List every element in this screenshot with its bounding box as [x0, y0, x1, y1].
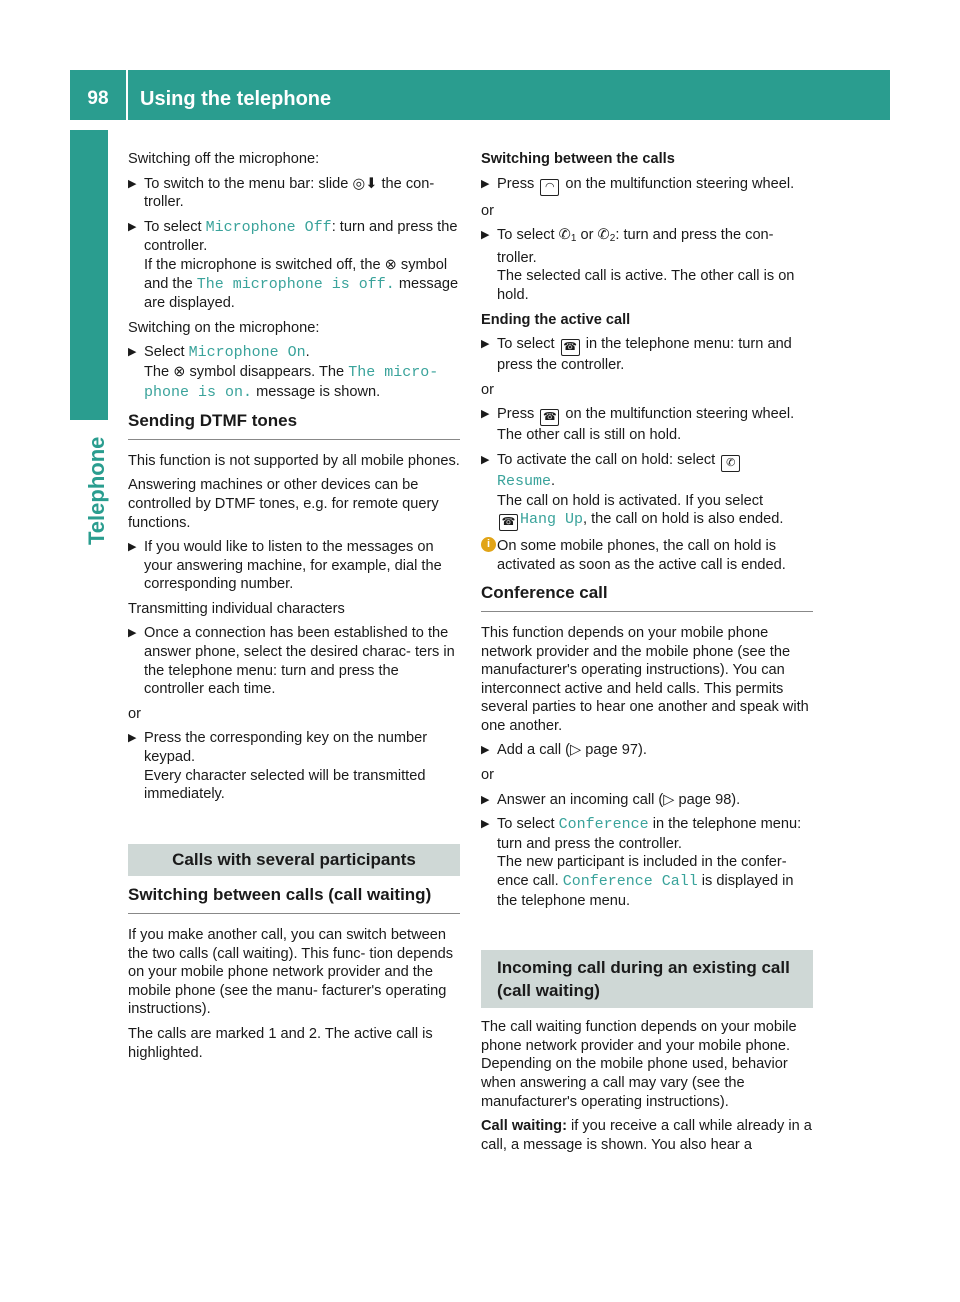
side-tab-label: Telephone	[84, 436, 109, 545]
instruction-step: ▶ Select Microphone On. The ⊗ symbol disappears. The The micro‐ phone is on. message is shown.	[128, 344, 439, 401]
step-arrow-icon: ▶	[481, 744, 490, 757]
paragraph: This function is not supported by all mobile phones.	[128, 452, 460, 469]
hang-up-icon: ☎	[499, 514, 518, 531]
menu-code: Microphone On	[188, 344, 306, 362]
section-band: Calls with several participants	[128, 844, 460, 877]
info-note: i On some mobile phones, the call on hold is activated as soon as the active call is ended.	[481, 537, 813, 574]
page-number: 98	[87, 88, 109, 109]
step-arrow-icon: ▶	[128, 627, 137, 640]
section-band: Incoming call during an existing call (call waiting)	[481, 950, 813, 1008]
paragraph: Switching on the microphone:	[128, 319, 320, 336]
paragraph: Switching off the microphone:	[128, 151, 320, 167]
step-arrow-icon: ▶	[128, 541, 137, 554]
call-one-icon: ✆	[558, 227, 571, 244]
info-icon: i	[481, 537, 496, 552]
instruction-step: ▶ Press ☎ on the multifunction steering wheel. The other call is still on hold.	[481, 406, 795, 444]
or-text: or	[481, 202, 494, 219]
or-text: or	[481, 767, 494, 784]
section-heading: Sending DTMF tones	[128, 412, 460, 440]
instruction-step: ▶ To select Conference in the telephone menu: turn and press the controller. The new participant is included in the confer- ence call. Conference Call is displayed in the telephone menu.	[481, 816, 802, 909]
menu-code: Resume	[497, 472, 552, 490]
subheading: Ending the active call	[481, 311, 631, 328]
instruction-step: ▶ Once a connection has been established to the answer phone, select the desired charac- ters in the telephone menu: turn and press the controller each time.	[128, 625, 455, 698]
instruction-step: ▶ If you would like to listen to the messages on your answering machine, for example, dial the corresponding number.	[128, 539, 442, 593]
paragraph: The call waiting function depends on your mobile phone network provider and your mobile phone. Depending on the mobile phone used, behavior when answering a call may vary (see the manufacturer's operating instructions).	[481, 1019, 797, 1110]
hang-up-icon: ☎	[561, 339, 580, 356]
paragraph: This function depends on your mobile phone network provider and the mobile phone (see the manufacturer's operating instructions). You can interconnect active and held calls. This permits several parties to hear one another and speak with one another.	[481, 624, 809, 734]
instruction-step: ▶ To activate the call on hold: select ✆ Resume. The call on hold is activated. If you select ☎ Hang Up, the call on hold is also ended.	[481, 451, 813, 531]
right-column	[481, 150, 813, 1160]
step-arrow-icon: ▶	[481, 229, 490, 242]
or-text: or	[481, 381, 494, 398]
step-arrow-icon: ▶	[481, 818, 490, 831]
header-divider	[126, 70, 128, 120]
section-heading: Switching between calls (call waiting)	[128, 886, 460, 914]
menu-code: Conference	[558, 816, 649, 834]
step-arrow-icon: ▶	[481, 338, 490, 351]
menu-code: The microphone is off.	[196, 275, 395, 293]
paragraph: If you make another call, you can switch between the two calls (call waiting). This func- tion depends on your mobile phone network provider and the mobile phone (see the manu- facturer's operating instructions).	[128, 927, 454, 1018]
instruction-step: ▶ Answer an incoming call (▷ page 98).	[481, 791, 741, 808]
end-call-button-icon: ☎	[540, 409, 559, 426]
paragraph: Answering machines or other devices can be controlled by DTMF tones, e.g. for remote query functions.	[128, 477, 439, 531]
step-arrow-icon: ▶	[128, 732, 137, 745]
call-two-icon: ✆	[597, 227, 610, 244]
step-arrow-icon: ▶	[128, 346, 137, 359]
subheading: Switching between the calls	[481, 151, 675, 167]
section-heading: Conference call	[481, 584, 813, 612]
paragraph: Transmitting individual characters	[128, 600, 345, 617]
menu-code: Microphone Off	[205, 218, 332, 236]
instruction-step: ▶ To select ☎ in the telephone menu: turn and press the controller.	[481, 336, 792, 374]
resume-call-icon: ✆	[721, 455, 740, 472]
step-arrow-icon: ▶	[481, 408, 490, 421]
paragraph: The calls are marked 1 and 2. The active call is highlighted.	[128, 1025, 433, 1061]
paragraph: Call waiting: if you receive a call while already in a call, a message is shown. You also hear a	[481, 1118, 812, 1153]
page-title: Using the telephone	[140, 88, 332, 110]
instruction-step: ▶ To select Microphone Off: turn and press the controller. If the microphone is switched off, the ⊗ symbol and the The microphone is off. message are displayed.	[128, 218, 459, 312]
step-arrow-icon: ▶	[128, 220, 137, 233]
menu-code: Conference Call	[562, 873, 698, 891]
instruction-step: ▶ Add a call (▷ page 97).	[481, 742, 647, 759]
or-text: or	[128, 705, 141, 722]
instruction-step: ▶ Press the corresponding key on the number keypad. Every character selected will be transmitted immediately.	[128, 730, 428, 803]
menu-code: The micro‐ phone is on.	[144, 363, 439, 401]
instruction-step: ▶ To select $✆_1$ or $✆_2$: turn and press the con- troller. The selected call is active. The other call is on hold.	[481, 227, 795, 303]
side-tab-marker	[70, 130, 108, 420]
step-arrow-icon: ▶	[481, 453, 490, 466]
phone-button-icon: ◠	[540, 179, 559, 196]
menu-code: Hang Up	[520, 511, 584, 529]
left-column	[128, 150, 460, 1068]
step-arrow-icon: ▶	[128, 177, 137, 190]
instruction-step: ▶ Press ◠ on the multifunction steering wheel.	[481, 175, 813, 196]
instruction-step: ▶ To switch to the menu bar: slide ◎⬇ the con- troller.	[128, 175, 435, 211]
step-arrow-icon: ▶	[481, 177, 490, 190]
step-arrow-icon: ▶	[481, 793, 490, 806]
